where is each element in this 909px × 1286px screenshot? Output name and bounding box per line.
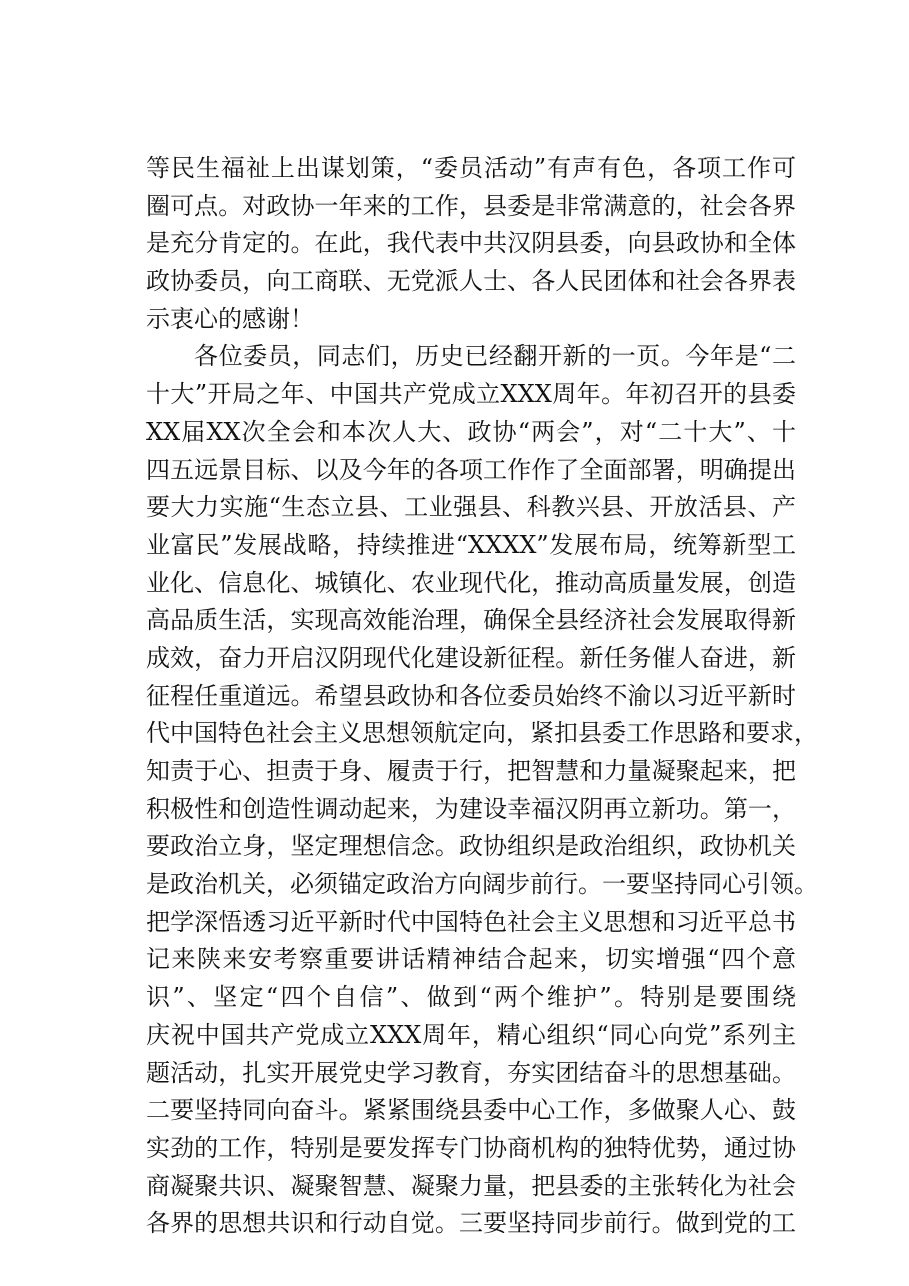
text-line: 知责于心、担责于身、履责于行，把智慧和力量凝聚起来，把 [146, 757, 796, 785]
text-line: 成效，奋力开启汉阴现代化建设新征程。新任务催人奋进，新 [146, 643, 796, 672]
text-line: 要政治立身，坚定理想信念。政协组织是政治组织，政协机关 [146, 832, 796, 861]
text-line: 二要坚持同向奋斗。紧紧围绕县委中心工作，多做聚人心、鼓 [146, 1096, 796, 1125]
body-text [146, 150, 818, 1243]
text-line: 政协委员，向工商联、无党派人士、各人民团体和社会各界表 [146, 267, 796, 296]
text-line: 业富民”发展战略，持续推进“XXXX”发展布局，统筹新型工 [146, 530, 796, 559]
text-line: 高品质生活，实现高效能治理，确保全县经济社会发展取得新 [146, 606, 796, 635]
text-line: 圈可点。对政协一年来的工作，县委是非常满意的，社会各界 [146, 191, 796, 220]
text-line: 积极性和创造性调动起来，为建设幸福汉阴再立新功。第一， [146, 794, 796, 823]
text-line: 商凝聚共识、凝聚智慧、凝聚力量，把县委的主张转化为社会 [146, 1171, 796, 1200]
text-line: 代中国特色社会主义思想领航定向，紧扣县委工作思路和要求， [146, 719, 818, 748]
text-line: 各界的思想共识和行动自觉。三要坚持同步前行。做到党的工 [146, 1209, 796, 1238]
text-line: 要大力实施“生态立县、工业强县、科教兴县、开放活县、产 [146, 493, 796, 522]
text-line: 四五远景目标、以及今年的各项工作作了全面部署，明确提出 [146, 455, 796, 484]
text-line: 示衷心的感谢！ [146, 304, 314, 333]
text-line: 业化、信息化、城镇化、农业现代化，推动高质量发展，创造 [146, 568, 796, 597]
text-line: XX届XX次全会和本次人大、政协“两会”，对“二十大”、十 [146, 417, 796, 446]
text-line: 实劲的工作，特别是要发挥专门协商机构的独特优势，通过协 [146, 1133, 796, 1162]
text-line: 记来陕来安考察重要讲话精神结合起来，切实增强“四个意 [146, 945, 796, 974]
text-line: 庆祝中国共产党成立XXX周年，精心组织“同心向党”系列主 [146, 1020, 796, 1049]
text-line: 是充分肯定的。在此，我代表中共汉阴县委，向县政协和全体 [146, 229, 796, 258]
text-line: 识”、坚定“四个自信”、做到“两个维护”。特别是要围绕 [146, 983, 796, 1012]
text-line: 各位委员，同志们，历史已经翻开新的一页。今年是“二 [194, 342, 796, 371]
text-line: 征程任重道远。希望县政协和各位委员始终不渝以习近平新时 [146, 681, 796, 710]
text-line: 是政治机关，必须锚定政治方向阔步前行。一要坚持同心引领。 [146, 870, 818, 899]
text-line: 把学深悟透习近平新时代中国特色社会主义思想和习近平总书 [146, 907, 796, 936]
text-line: 题活动，扎实开展党史学习教育，夯实团结奋斗的思想基础。 [146, 1058, 796, 1087]
text-line: 十大”开局之年、中国共产党成立XXX周年。年初召开的县委 [146, 380, 796, 409]
text-line: 等民生福祉上出谋划策，“委员活动”有声有色，各项工作可 [146, 154, 796, 182]
